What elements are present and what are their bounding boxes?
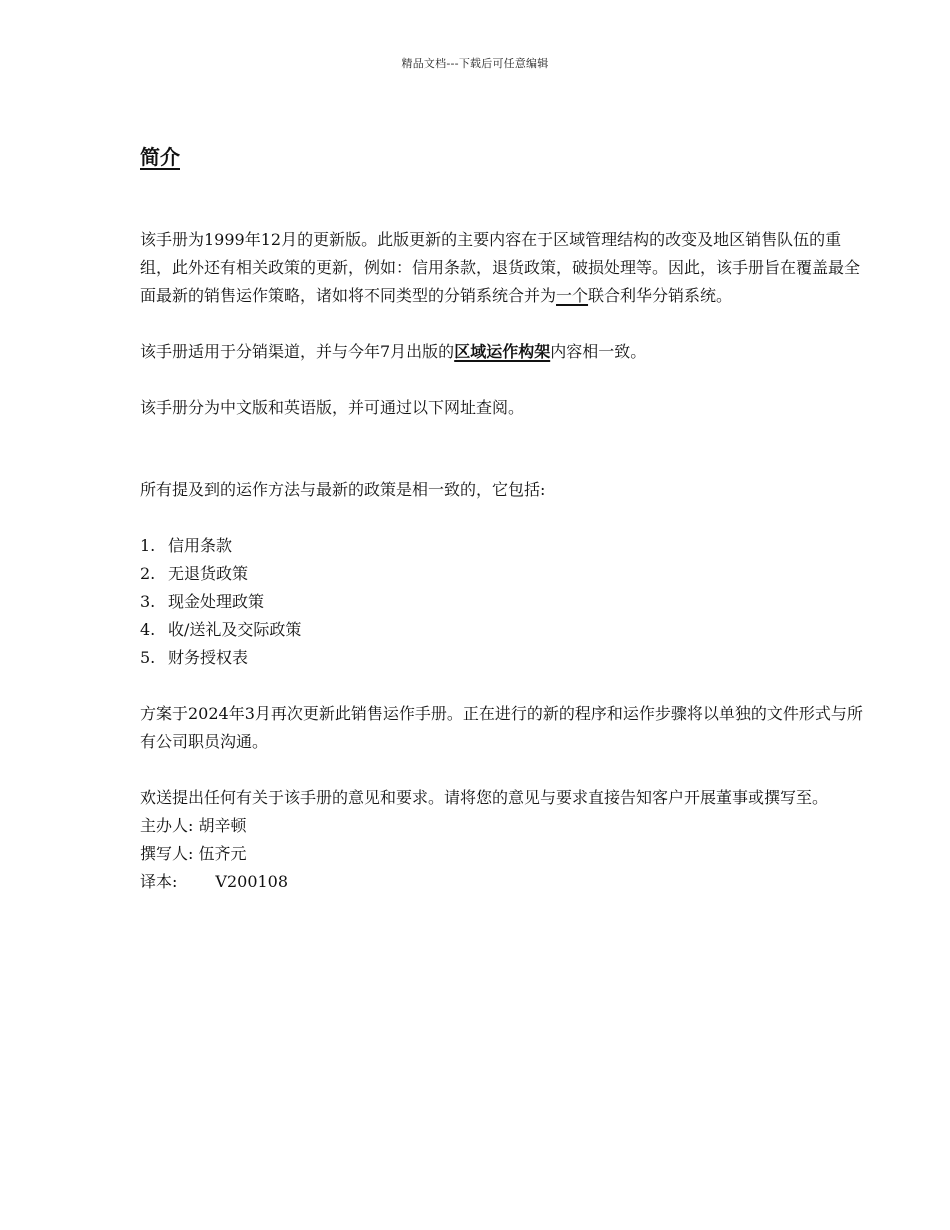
writer-name: 伍齐元 [198,844,247,863]
list-item-label: 无退货政策 [168,564,249,583]
list-item-label: 收/送礼及交际政策 [168,620,302,639]
list-item [140,532,870,560]
list-item-number: 1. [140,536,156,555]
scope-emphasis-link: 区域运作构架 [454,342,551,361]
list-item [140,588,870,616]
list-item-number: 2. [140,564,156,583]
intro-paragraph [140,226,870,310]
scope-text-part2: 内容相一致。 [550,342,647,361]
writer-line [140,840,870,868]
spacer [140,504,870,532]
list-item [140,560,870,588]
spacer [140,172,870,226]
organizer-line [140,812,870,840]
page-header-watermark: 精品文档---下载后可任意编辑 [401,57,549,70]
spacer [140,366,870,394]
organizer-label: 主办人: [140,816,194,835]
versions-paragraph: 该手册分为中文版和英语版，并可通过以下网址查阅。 [140,398,525,417]
spacer [140,756,870,784]
writer-label: 撰写人: [140,844,194,863]
version-label: 译本: [140,872,178,891]
list-item-label: 现金处理政策 [168,592,265,611]
intro-emphasis: 一个 [556,286,589,305]
scope-paragraph [140,338,870,366]
update-note-paragraph: 方案于2024年3月再次更新此销售运作手册。正在进行的新的程序和运作步骤将以单独的文件形式与所有公司职员沟通。 [140,704,863,751]
list-item-number: 3. [140,592,156,611]
intro-text-part2: 联合利华分销系统。 [588,286,733,305]
list-item-label: 财务授权表 [168,648,249,667]
spacer [140,672,870,700]
version-value: V200108 [215,872,289,891]
list-item [140,644,870,672]
spacer [140,310,870,338]
intro-text-part1: 该手册为1999年12月的更新版。此版更新的主要内容在于区域管理结构的改变及地区销售队伍的重组，此外还有相关政策的更新，例如：信用条款，退货政策，破损处理等。因此，该手册旨在覆盖最全面最新的销售运作策略，诸如将不同类型的分销系统合并为 [140,230,861,305]
list-item-number: 5. [140,648,156,667]
version-line [140,868,870,896]
document-title: 简介 [140,145,180,169]
policy-list [140,532,870,672]
spacer [140,422,870,476]
scope-text-part1: 该手册适用于分销渠道，并与今年7月出版的 [140,342,455,361]
list-item [140,616,870,644]
list-intro-paragraph: 所有提及到的运作方法与最新的政策是相一致的，它包括: [140,480,546,499]
list-item-number: 4. [140,620,156,639]
list-item-label: 信用条款 [168,536,233,555]
feedback-paragraph: 欢送提出任何有关于该手册的意见和要求。请将您的意见与要求直接告知客户开展董事或撰写至。 [140,788,829,807]
document-body [140,142,870,896]
organizer-name: 胡辛顿 [198,816,247,835]
